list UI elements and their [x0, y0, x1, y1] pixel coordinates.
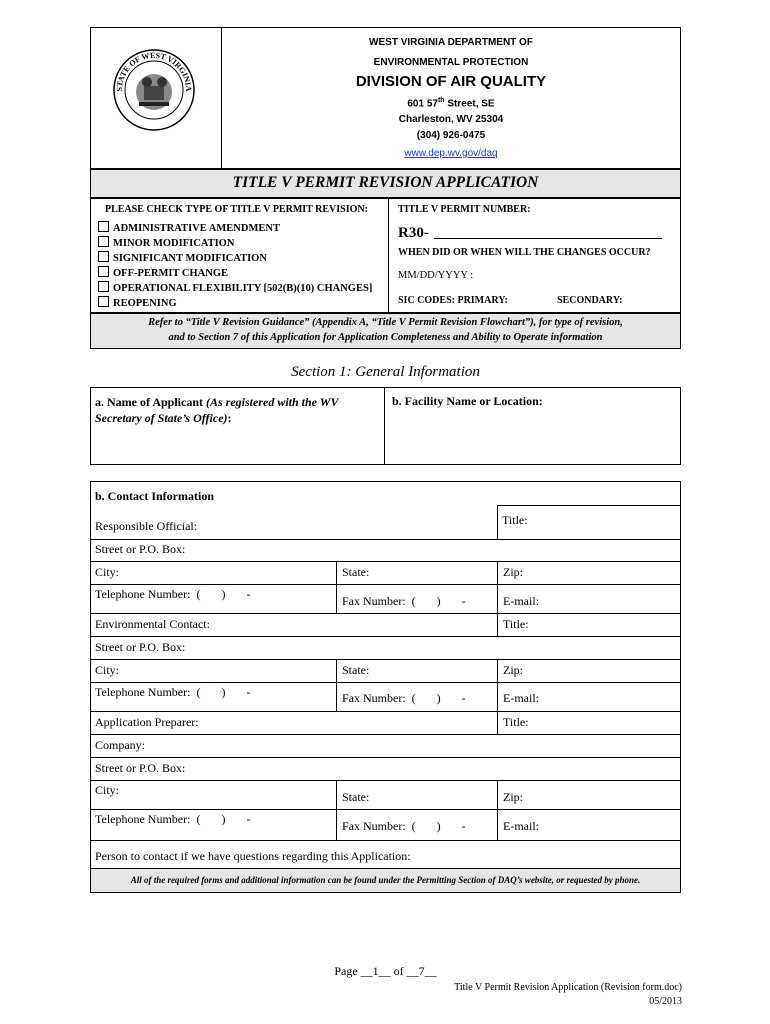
permit-number-label: TITLE V PERMIT NUMBER:: [398, 204, 531, 215]
ap-email[interactable]: E-mail:: [503, 819, 539, 833]
ec-city[interactable]: City:: [95, 663, 120, 677]
contact-heading: b. Contact Information: [95, 489, 214, 503]
ec-fax[interactable]: Fax Number: ( ) -: [342, 691, 466, 705]
ro-email[interactable]: E-mail:: [503, 594, 539, 608]
option-operational-flexibility[interactable]: OPERATIONAL FLEXIBILITY [502(B)(10) CHANGES]: [98, 281, 372, 296]
ro-fax[interactable]: Fax Number: ( ) -: [342, 594, 466, 608]
section1-title: Section 1: General Information: [291, 364, 480, 380]
ro-telephone[interactable]: Telephone Number: ( ) -: [95, 587, 251, 601]
sic-primary[interactable]: SIC CODES: PRIMARY:: [398, 295, 508, 306]
checkbox-icon: [98, 251, 109, 262]
header-line1: WEST VIRGINIA DEPARTMENT OF: [369, 37, 533, 48]
applicant-label[interactable]: a. Name of Applicant (As registered with the WV Secretary of State’s Office):: [95, 395, 339, 425]
ec-street[interactable]: Street or P.O. Box:: [95, 640, 186, 654]
document-name: Title V Permit Revision Application (Revision form.doc): [454, 982, 682, 993]
option-reopening[interactable]: REOPENING: [98, 296, 372, 311]
header-phone: (304) 926-0475: [416, 130, 486, 141]
division-title: DIVISION OF AIR QUALITY: [355, 73, 547, 90]
revision-options: [98, 221, 372, 311]
checkbox-icon: [98, 221, 109, 232]
facility-label[interactable]: b. Facility Name or Location:: [392, 394, 543, 408]
revision-date: 05/2013: [649, 996, 682, 1007]
ap-company[interactable]: Company:: [95, 738, 145, 752]
option-minor-modification[interactable]: MINOR MODIFICATION: [98, 236, 372, 251]
checkbox-icon: [98, 281, 109, 292]
checkbox-icon: [98, 296, 109, 307]
header-city: Charleston, WV 25304: [398, 114, 504, 125]
date-format[interactable]: MM/DD/YYYY :: [398, 270, 474, 281]
ap-title[interactable]: Title:: [503, 715, 529, 729]
ap-state[interactable]: State:: [342, 790, 370, 804]
ro-street[interactable]: Street or P.O. Box:: [95, 542, 186, 556]
header-line2: ENVIRONMENTAL PROTECTION: [373, 57, 529, 68]
ap-zip[interactable]: Zip:: [503, 790, 523, 804]
checkbox-icon: [98, 266, 109, 277]
ro-city[interactable]: City:: [95, 565, 120, 579]
header-street: 601 57th Street, SE: [407, 97, 495, 110]
option-significant-modification[interactable]: SIGNIFICANT MODIFICATION: [98, 251, 372, 266]
ap-city[interactable]: City:: [95, 783, 120, 797]
ap-telephone[interactable]: Telephone Number: ( ) -: [95, 812, 251, 826]
application-preparer-field[interactable]: Application Preparer:: [95, 715, 199, 729]
checkbox-icon: [98, 236, 109, 247]
environmental-contact-field[interactable]: Environmental Contact:: [95, 617, 210, 631]
ro-zip[interactable]: Zip:: [503, 565, 523, 579]
changes-question: WHEN DID OR WHEN WILL THE CHANGES OCCUR?: [398, 247, 651, 258]
ec-state[interactable]: State:: [342, 663, 370, 677]
state-seal-icon: [112, 48, 196, 132]
guidance-line2: and to Section 7 of this Application for Application Completeness and Ability to Operate information: [168, 332, 603, 343]
ec-telephone[interactable]: Telephone Number: ( ) -: [95, 685, 251, 699]
permit-number-input[interactable]: [434, 238, 662, 239]
ec-zip[interactable]: Zip:: [503, 663, 523, 677]
website-link[interactable]: www.dep.wv.gov/daq: [404, 148, 498, 159]
option-off-permit-change[interactable]: OFF-PERMIT CHANGE: [98, 266, 372, 281]
responsible-official-field[interactable]: Responsible Official:: [95, 519, 198, 533]
guidance-line1: Refer to “Title V Revision Guidance” (Appendix A, “Title V Permit Revision Flowchart”), for type of revision,: [148, 317, 623, 328]
sic-secondary[interactable]: SECONDARY:: [557, 295, 623, 306]
form-title: TITLE V PERMIT REVISION APPLICATION: [232, 174, 539, 191]
ec-email[interactable]: E-mail:: [503, 691, 539, 705]
svg-text:STATE OF WEST VIRGINIA: STATE OF WEST VIRGINIA: [114, 50, 194, 92]
ro-state[interactable]: State:: [342, 565, 370, 579]
footer-note: All of the required forms and additional information can be found under the Permitting Section of DAQ’s website, or requested by phone.: [130, 875, 641, 885]
page-number: Page __1__ of __7__: [334, 964, 437, 978]
ap-street[interactable]: Street or P.O. Box:: [95, 761, 186, 775]
permit-prefix: R30-: [398, 225, 429, 241]
person-to-contact-field[interactable]: Person to contact if we have questions regarding this Application:: [95, 849, 411, 863]
responsible-official-title[interactable]: Title:: [502, 513, 528, 527]
revision-type-heading: PLEASE CHECK TYPE OF TITLE V PERMIT REVISION:: [105, 204, 368, 215]
option-administrative-amendment[interactable]: ADMINISTRATIVE AMENDMENT: [98, 221, 372, 236]
ap-fax[interactable]: Fax Number: ( ) -: [342, 819, 466, 833]
ec-title[interactable]: Title:: [503, 617, 529, 631]
